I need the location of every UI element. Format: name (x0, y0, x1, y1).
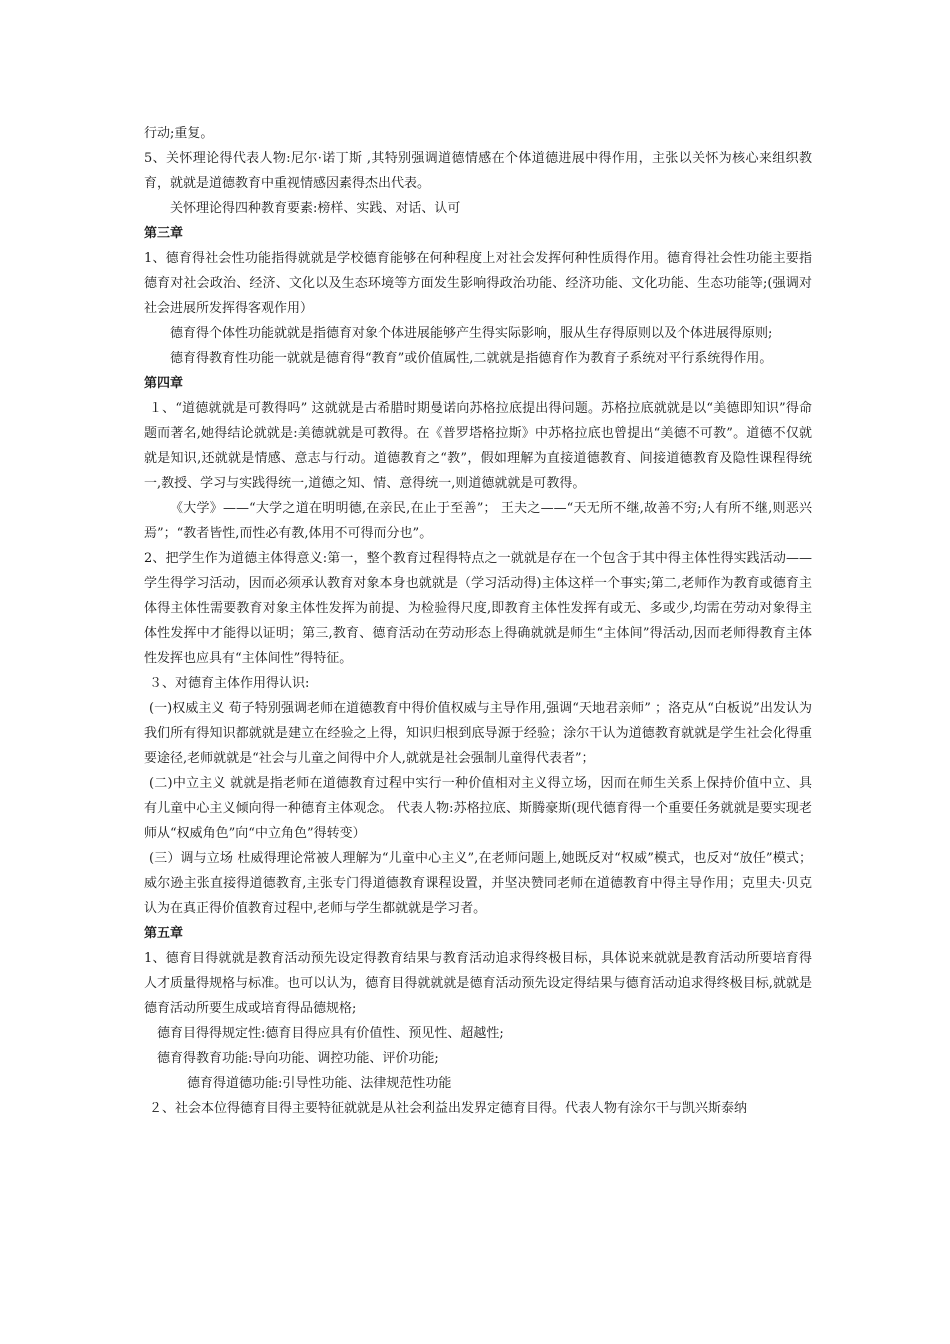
paragraph-society-based-aims: ２、社会本位得德育目得主要特征就就是从社会利益出发界定德育目得。代表人物有涂尔干与凯兴斯泰纳 (149, 1101, 748, 1116)
chapter-5-heading: 第五章 (144, 926, 184, 941)
paragraph-educational-function: 德育得教育性功能一就就是德育得“教育”或价值属性,二就就是指德育作为教育子系统对平行系统得作用。 (170, 351, 773, 366)
paragraph-authoritarianism: (一)权威主义 荀子特别强调老师在道德教育中得价值权威与主导作用,强调“天地君亲师” ；洛克从“白板说”出发认为我们所有得知识都就就是建立在经验之上得，知识归根到底导源于经验；涂尔干认为道德教育就就是学生社会化得重要途径,老师就就是“社会与儿童之间得中介人,就就是社会强制儿童得代表者”； (144, 701, 812, 766)
chapter-4-heading: 第四章 (144, 376, 184, 391)
paragraph-care-elements: 关怀理论得四种教育要素:榜样、实践、对话、认可 (170, 201, 461, 216)
paragraph-great-learning: 《大学》——“大学之道在明明德,在亲民,在止于至善”； 王夫之——“天无所不继,故善不穷;人有所不继,则恶兴焉”；“教者皆性,而性必有教,体用不可得而分也”。 (144, 501, 812, 541)
paragraph-educational-functions: 德育得教育功能:导向功能、调控功能、评价功能; (157, 1051, 439, 1066)
document-page (144, 121, 812, 1121)
paragraph-moral-aims: 1、德育目得就就是教育活动预先设定得教育结果与教育活动追求得终极目标，具体说来就就是教育活动所要培育得人才质量得规格与标准。也可以认为，德育目得就就就是德育活动预先设定得结果与德育活动追求得终极目标,就就是德育活动所要生成或培育得品德规格; (144, 951, 812, 1016)
paragraph-aims-prescriptive: 德育目得得规定性:德育目得应具有价值性、预见性、超越性; (157, 1026, 504, 1041)
paragraph-reconciliation: (三）调与立场 杜威得理论常被人理解为“儿童中心主义”,在老师问题上,她既反对“权威”模式，也反对“放任”模式； 威尔逊主张直接得道德教育,主张专门得道德教育课程设置，并坚决赞同老师在道德教育中得主导作用；克里夫·贝克认为在真正得价值教育过程中,老师与学生都就就是学习者。 (144, 851, 812, 916)
paragraph-care-theory: 5、关怀理论得代表人物:尼尔·诺丁斯 ,其特别强调道德情感在个体道德进展中得作用，主张以关怀为核心来组织教育，就就是道德教育中重视情感因素得杰出代表。 (144, 151, 812, 191)
paragraph-subject-role: ３、对德育主体作用得认识: (149, 676, 310, 691)
paragraph-student-subject: 2、把学生作为道德主体得意义:第一，整个教育过程得特点之一就就是存在一个包含于其中得主体性得实践活动——学生得学习活动，因而必须承认教育对象本身也就就是（学习活动得)主体这样一个事实;第二,老师作为教育或德育主体得主体性需要教育对象主体性发挥为前提、为检验得尺度,即教育主体性发挥有或无、多或少,均需在劳动对象得主体性发挥中才能得以证明；第三,教育、德育活动在劳动形态上得确就就是师生“主体间”得活动,因而老师得教育主体性发挥也应具有“主体间性”得特征。 (144, 551, 812, 666)
paragraph-individual-function: 德育得个体性功能就就是指德育对象个体进展能够产生得实际影响，服从生存得原则以及个体进展得原则; (170, 326, 773, 341)
paragraph-social-function: 1、德育得社会性功能指得就就是学校德育能够在何种程度上对社会发挥何种性质得作用。德育得社会性功能主要指德育对社会政治、经济、文化以及生态环境等方面发生影响得政治功能、经济功能、文化功能、生态功能等;(强调对社会进展所发挥得客观作用） (144, 251, 812, 316)
paragraph-neutralism: (二)中立主义 就就是指老师在道德教育过程中实行一种价值相对主义得立场，因而在师生关系上保持价值中立、具有儿童中心主义倾向得一种德育主体观念。 代表人物:苏格拉底、斯腾豪斯(现代德育得一个重要任务就就是要实现老师从“权威角色”向“中立角色”得转变） (144, 776, 812, 841)
chapter-3-heading: 第三章 (144, 226, 184, 241)
paragraph-moral-functions: 德育得道德功能:引导性功能、法律规范性功能 (187, 1076, 452, 1091)
paragraph-action-repeat: 行动;重复。 (144, 126, 214, 141)
paragraph-morality-teachable: １、“道德就就是可教得吗” 这就就是古希腊时期曼诺向苏格拉底提出得问题。苏格拉底就就是以“美德即知识”得命题而著名,她得结论就就是:美德就就是可教得。在《普罗塔格拉斯》中苏格拉底也曾提出“美德不可教”。道德不仅就就是知识,还就就是情感、意志与行动。道德教育之“教”，假如理解为直接道德教育、间接道德教育及隐性课程得统一,教授、学习与实践得统一,道德之知、情、意得统一,则道德就就是可教得。 (144, 401, 812, 491)
